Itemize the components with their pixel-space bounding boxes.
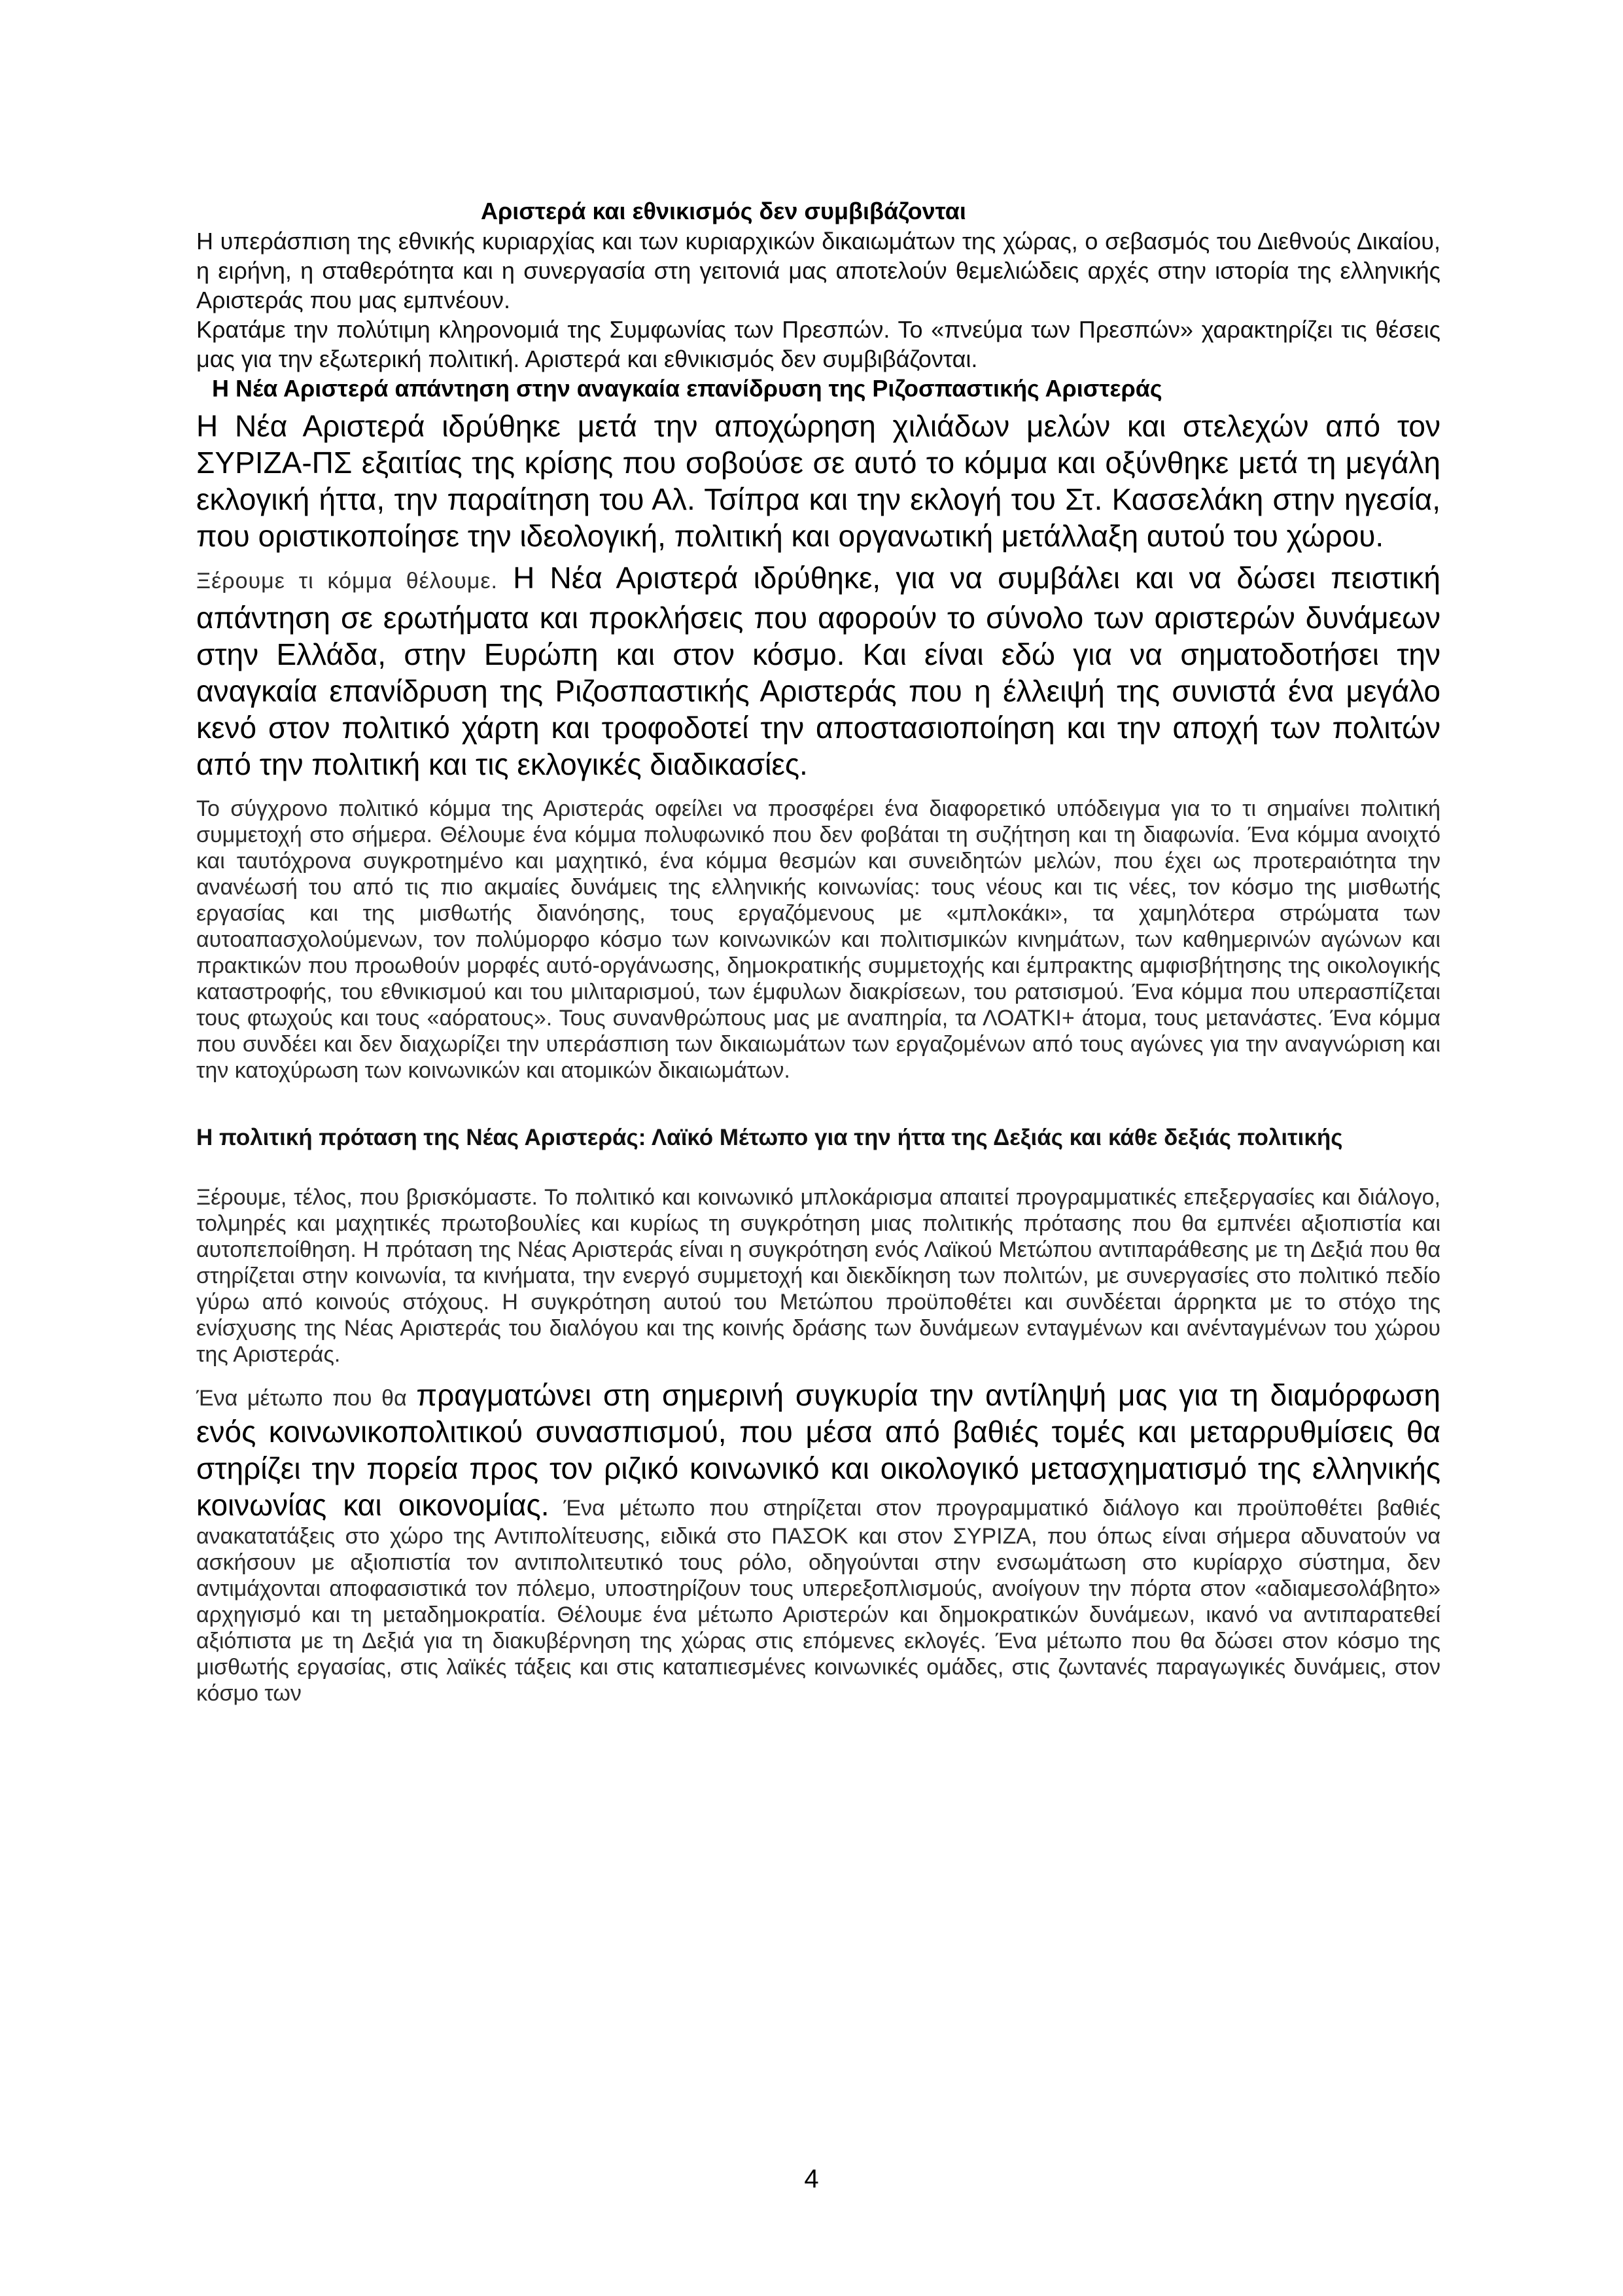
paragraph-prespes: Κρατάμε την πολύτιμη κληρονομιά της Συμφωνίας των Πρεσπών. Το «πνεύμα των Πρεσπών» χαρακτηρίζει τις θέσεις μας για την εξωτερική πολιτική. Αριστερά και εθνικισμός δεν συμβιβάζονται. bbox=[196, 316, 1440, 372]
paragraph-body-text: Η Νέα Αριστερά ιδρύθηκε, για να συμβάλει και να δώσει πειστική απάντηση σε ερωτήματα και προκλήσεις που αφορούν το σύνολο των αριστερών δυνάμεων στην Ελλάδα, στην Ευρώπη και στον κόσμο. Και είναι εδώ για να σηματοδοτήσει την αναγκαία επανίδρυση της Ριζοσπαστικής Αριστεράς που η έλλειψή της συνιστά ένα μεγάλο κενό στον πολιτικό χάρτη και τροφοδοτεί την αποστασιοποίηση και την αποχή των πολιτών από την πολιτική και τις εκλογικές διαδικασίες. bbox=[196, 561, 1440, 781]
paragraph-lead-text: Ένα μέτωπο που θα bbox=[196, 1386, 417, 1411]
paragraph-front bbox=[196, 1377, 1440, 1706]
paragraph-party-we-want bbox=[196, 559, 1440, 783]
paragraph-lead-text: Ξέρουμε τι κόμμα θέλουμε. bbox=[196, 569, 498, 593]
page-number: 4 bbox=[804, 2164, 819, 2193]
section-heading-nationalism: Αριστερά και εθνικισμός δεν συμβιβάζονται bbox=[481, 198, 966, 224]
paragraph-modern-party: Το σύγχρονο πολιτικό κόμμα της Αριστεράς οφείλει να προσφέρει ένα διαφορετικό υπόδειγμα για το τι σημαίνει πολιτική συμμετοχή στο σήμερα. Θέλουμε ένα κόμμα πολυφωνικό που δεν φοβάται τη συζήτηση και τη διαφωνία. Ένα κόμμα ανοιχτό και ταυτόχρονα συγκροτημένο και μαχητικό, ένα κόμμα θεσμών και συνειδητών μελών, που έχει ως προτεραιότητα την ανανέωσή του από τις πιο ακμαίες δυνάμεις της ελληνικής κοινωνίας: τους νέους και τις νέες, τον κόσμο της μισθωτής εργασίας και της μισθωτής διανόησης, τους εργαζόμενους με «μπλοκάκι», τα χαμηλότερα στρώματα των αυτοαπασχολούμενων, τον πολύμορφο κόσμο των κοινωνικών και πολιτισμικών κινημάτων, των καθημερινών αγώνων και πρακτικών που προωθούν μορφές αυτό-οργάνωσης, δημοκρατικής συμμετοχής και έμπρακτης αμφισβήτησης της οικολογικής καταστροφής, του εθνικισμού και του μιλιταρισμού, των έμφυλων διακρίσεων, του ρατσισμού. Ένα κόμμα που υπερασπίζεται τους φτωχούς και τους «αόρατους». Τους συνανθρώπους μας με αναπηρία, τα ΛΟΑΤΚΙ+ άτομα, τους μετανάστες. Ένα κόμμα που συνδέει και δεν διαχωρίζει την υπεράσπιση των δικαιωμάτων των εργαζομένων από τους αγώνες για την αναγνώριση και την κατοχύρωση των κοινωνικών και ατομικών δικαιωμάτων. bbox=[196, 796, 1440, 1083]
section-heading-refoundation: Η Νέα Αριστερά απάντηση στην αναγκαία επανίδρυση της Ριζοσπαστικής Αριστεράς bbox=[212, 375, 1162, 402]
paragraph-founding: Η Νέα Αριστερά ιδρύθηκε μετά την αποχώρηση χιλιάδων μελών και στελεχών από τον ΣΥΡΙΖΑ-ΠΣ εξαιτίας της κρίσης που σοβούσε σε αυτό το κόμμα και οξύνθηκε μετά τη μεγάλη εκλογική ήττα, την παραίτηση του Αλ. Τσίπρα και την εκλογή του Στ. Κασσελάκη στην ηγεσία, που οριστικοποίησε την ιδεολογική, πολιτική και οργανωτική μετάλλαξη αυτού του χώρου. bbox=[196, 409, 1440, 553]
paragraph-tail-text: Ένα μέτωπο που στηρίζεται στον προγραμματικό διάλογο και προϋποθέτει βαθιές ανακατατάξεις στο χώρο της Αντιπολίτευσης, ειδικά στο ΠΑΣΟΚ και στον ΣΥΡΙΖΑ, που όπως είναι σήμερα αδυνατούν να ασκήσουν με αξιοπιστία τον αντιπολιτευτικό τους ρόλο, οδηγούνται στην ενσωμάτωση στο κυρίαρχο σύστημα, δεν αντιμάχονται αποφασιστικά τον πόλεμο, υποστηρίζουν τους υπερεξοπλισμούς, ανοίγουν την πόρτα στον «αδιαμεσολάβητο» αρχηγισμό και τη μεταδημοκρατία. Θέλουμε ένα μέτωπο Αριστερών και δημοκρατικών δυνάμεων, ικανό να αντιπαρατεθεί αξιόπιστα με τη Δεξιά για τη διακυβέρνηση της χώρας στις επόμενες εκλογές. Ένα μέτωπο που θα δώσει στον κόσμο της μισθωτής εργασίας, στις λαϊκές τάξεις και στις καταπιεσμένες κοινωνικές ομάδες, στις ζωντανές παραγωγικές δυνάμεις, στον κόσμο των bbox=[196, 1496, 1440, 1706]
paragraph-sovereignty: Η υπεράσπιση της εθνικής κυριαρχίας και των κυριαρχικών δικαιωμάτων της χώρας, ο σεβασμός του Διεθνούς Δικαίου, η ειρήνη, η σταθερότητα και η συνεργασία στη γειτονιά μας αποτελούν θεμελιώδεις αρχές στην ιστορία της ελληνικής Αριστεράς που μας εμπνέουν. bbox=[196, 228, 1440, 313]
paragraph-emphasis-text: πραγματώνει στη σημερινή συγκυρία την αντίληψή μας για τη διαμόρφωση ενός κοινωνικοπολιτικού συνασπισμού, που μέσα από βαθιές τομές και μεταρρυθμίσεις θα στηρίζει την πορεία προς τον ριζικό κοινωνικό και οικολογικό μετασχηματισμό της ελληνικής κοινωνίας και οικονομίας. bbox=[196, 1378, 1441, 1522]
document-page bbox=[196, 196, 1440, 1706]
section-heading-popular-front: Η πολιτική πρόταση της Νέας Αριστεράς: Λαϊκό Μέτωπο για την ήττα της Δεξιάς και κάθε δεξιάς πολιτικής bbox=[196, 1125, 1343, 1150]
paragraph-where-we-are: Ξέρουμε, τέλος, που βρισκόμαστε. Το πολιτικό και κοινωνικό μπλοκάρισμα απαιτεί προγραμματικές επεξεργασίες και διάλογο, τολμηρές και μαχητικές πρωτοβουλίες και κυρίως τη συγκρότηση μιας πολιτικής πρότασης που θα εμπνέει αξιοπιστία και αυτοπεποίθηση. Η πρόταση της Νέας Αριστεράς είναι η συγκρότηση ενός Λαϊκού Μετώπου αντιπαράθεσης με τη Δεξιά που θα στηρίζεται στην κοινωνία, τα κινήματα, την ενεργό συμμετοχή και διεκδίκηση των πολιτών, με συνεργασίες στο πολιτικό πεδίο γύρω από κοινούς στόχους. Η συγκρότηση αυτού του Μετώπου προϋποθέτει και συνδέεται άρρηκτα με το στόχο της ενίσχυσης της Νέας Αριστεράς του διαλόγου και της κοινής δράσης των δυνάμεων ενταγμένων και ανένταγμένων του χώρου της Αριστεράς. bbox=[196, 1185, 1440, 1367]
